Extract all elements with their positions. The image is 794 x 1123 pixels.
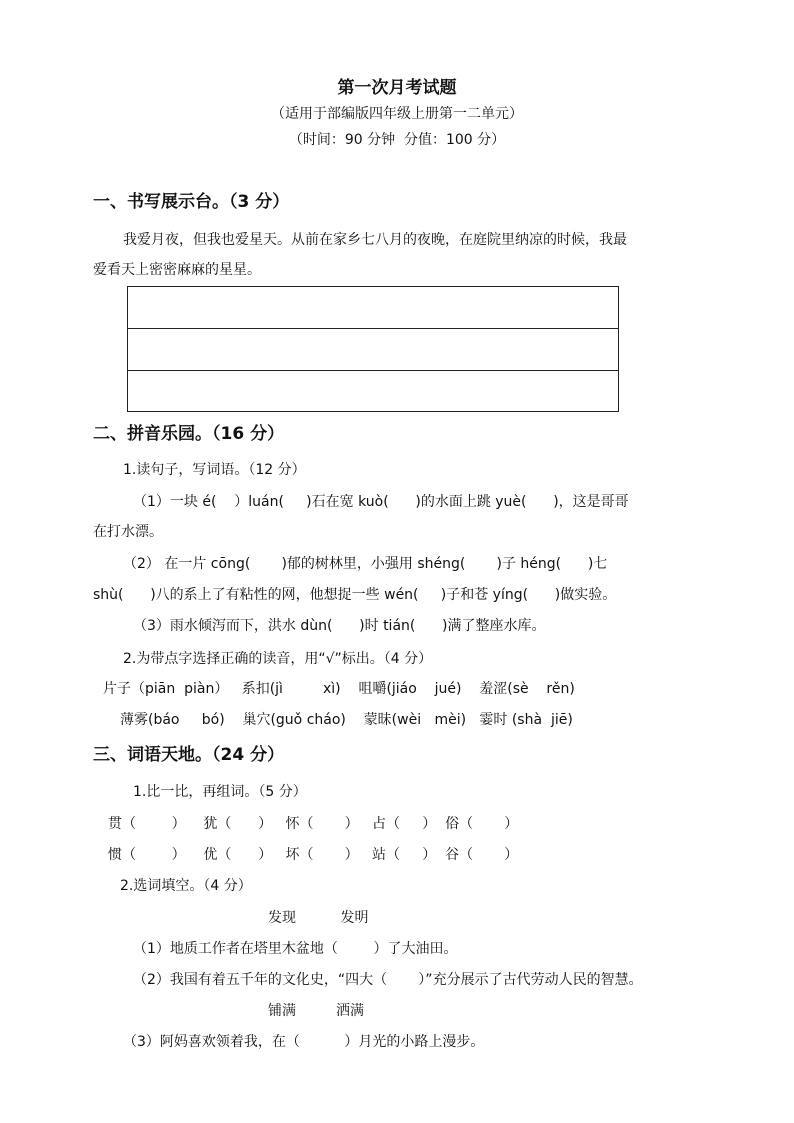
time-score-line: （时间：90 分钟 分值：100 分）	[288, 132, 506, 148]
fill-sentence-2: （2）我国有着五千年的文化史，“四大（ ）”充分展示了古代劳动人民的智慧。	[133, 972, 643, 988]
writing-box[interactable]	[127, 286, 619, 412]
writing-rule-1	[128, 328, 618, 329]
section-2-heading: 二、拼音乐园。（16 分）	[93, 424, 285, 444]
sentence-2b: shù( )八的系上了有粘性的网，他想捉一些 wén( )子和苍 yíng( )做实验。	[93, 587, 617, 603]
passage-line-2: 爱看天上密密麻麻的星星。	[93, 262, 261, 278]
writing-rule-2	[128, 370, 618, 371]
sentence-3: （3）雨水倾泻而下，洪水 dùn( )时 tián( )满了整座水库。	[133, 618, 546, 634]
passage-line-1: 我爱月夜，但我也爱星天。从前在家乡七八月的夜晚，在庭院里纳凉的时候，我最	[123, 232, 627, 248]
question-title: 1.读句子，写词语。（12 分）	[123, 462, 306, 478]
compare-row-2: 惯（ ） 优（ ） 坏（ ） 站（ ） 谷（ ）	[108, 847, 519, 863]
page-subtitle: （适用于部编版四年级上册第一二单元）	[271, 106, 523, 122]
fill-sentence-1: （1）地质工作者在塔里木盆地（ ）了大油田。	[133, 941, 458, 957]
question-title: 2.为带点字选择正确的读音，用“√”标出。（4 分）	[123, 651, 433, 667]
question-title: 1.比一比，再组词。（5 分）	[133, 784, 307, 800]
section-3-heading: 三、词语天地。（24 分）	[93, 745, 285, 765]
word-choices-2: 铺满 洒满	[268, 1003, 365, 1019]
fill-sentence-3: （3）阿妈喜欢领着我，在（ ）月光的小路上漫步。	[123, 1034, 485, 1050]
pronunciation-row-2: 薄雾(báo bó) 巢穴(guǒ cháo) 蒙昧(wèi mèi) 霎时 (shà jiē)	[120, 712, 573, 728]
question-title: 2.选词填空。（4 分）	[120, 878, 252, 894]
sentence-1a: （1）一块 é( ）luán( )石在宽 kuò( )的水面上跳 yuè( )，这是哥哥	[133, 494, 629, 510]
compare-row-1: 贯（ ） 犹（ ） 怀（ ） 占（ ） 俗（ ）	[108, 816, 519, 832]
section-1-heading: 一、书写展示台。（3 分）	[93, 192, 290, 212]
sentence-2a: （2） 在一片 cōng( )郁的树林里，小强用 shéng( )子 héng( )七	[123, 556, 608, 572]
sentence-1b: 在打水漂。	[93, 524, 163, 540]
page-title: 第一次月考试题	[337, 78, 457, 98]
pronunciation-row-1: 片子（piān piàn） 系扣(jì xì) 咀嚼(jiáo jué) 羞涩(sè rěn)	[103, 681, 575, 697]
word-choices-1: 发现 发明	[268, 910, 369, 926]
